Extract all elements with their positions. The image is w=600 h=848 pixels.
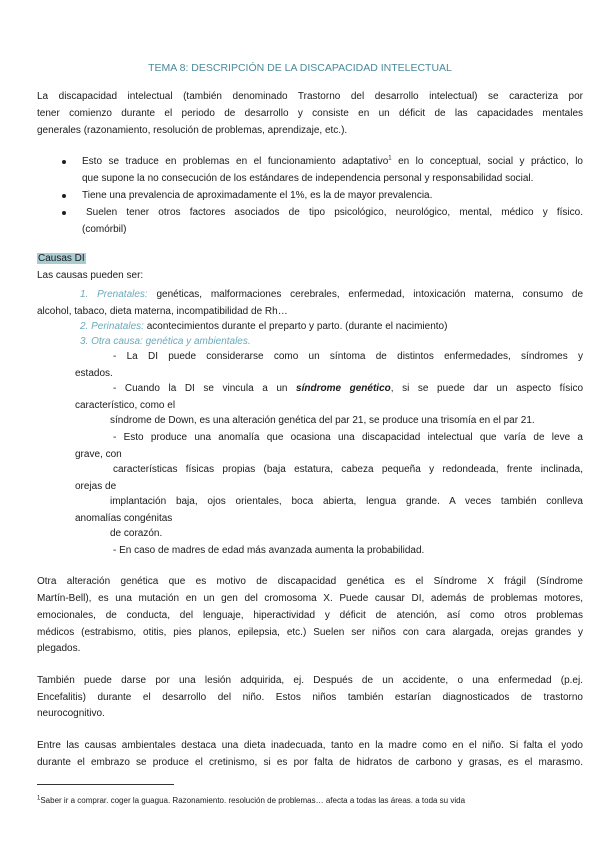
cause-label: 3. Otra causa: genética y ambientales. (80, 336, 251, 347)
bullet-icon (62, 160, 66, 164)
emphasis-text: síndrome genético (296, 383, 391, 394)
cause-cont: alcohol, tabaco, dieta materna, incompatibilidad de Rh… (37, 306, 288, 317)
cause-item (80, 320, 583, 334)
cause-text: genéticas, malformaciones cerebrales, enfermedad, intoxicación materna, consumo de (147, 289, 583, 300)
footnote-ref[interactable]: 1 (388, 155, 392, 162)
footnote (37, 794, 583, 808)
sub-line: característico, como el (75, 400, 176, 411)
sub-line: síndrome de Down, es una alteración genética del par 21, se produce una trisomía en el par 21. (110, 415, 535, 426)
cause-label: 1. Prenatales: (80, 289, 148, 300)
intro-line: generales (razonamiento, resolución de problemas, aprendizaje, etc.). (37, 125, 348, 136)
bullet-line: Suelen tener otros factores asociados de tipo psicológico, neurológico, mental, médico y físico. (86, 207, 583, 218)
para-line: Otra alteración genética que es motivo de discapacidad genética es el Síndrome X frágil (Síndrome (37, 576, 583, 587)
sub-line: orejas de (75, 481, 117, 492)
sub-line: grave, con (75, 449, 122, 460)
cause-item (80, 288, 583, 302)
cause-item (80, 335, 583, 349)
bullet-line (82, 155, 583, 169)
sub-text: - Cuando la DI se vincula a un (113, 383, 297, 394)
para-line: neurocognitivo. (37, 708, 105, 719)
sub-line: estados. (75, 368, 113, 379)
para-line: Entre las causas ambientales destaca una dieta inadecuada, tanto en la madre como en el niño. Si falta el yodo (37, 740, 583, 751)
bullet-line: (comórbil) (82, 224, 127, 235)
para-line: También puede darse por una lesión adquirida, ej. Después de un accidente, o una enfermedad (p.ej. (37, 675, 583, 686)
para-line: durante el embrazo se produce el cretinismo, si es por falta de hidratos de carbono y grasas, es el marasmo. (37, 757, 583, 768)
sub-line: implantación baja, ojos orientales, boca abierta, lengua grande. A veces también conlleva (110, 496, 583, 507)
causes-intro: Las causas pueden ser: (37, 270, 144, 281)
sub-line: - La DI puede considerarse como un síntoma de distintos enfermedades, síndromes y (113, 351, 583, 362)
footnote-separator (37, 784, 174, 785)
sub-line: - En caso de madres de edad más avanzada aumenta la probabilidad. (113, 545, 425, 556)
causes-heading: Causas DI (38, 253, 85, 264)
para-line: Encefalitis) durante el desarrollo del niño. Estos niños también estarían diagnosticados de trastorno (37, 692, 583, 703)
sub-line: - Esto produce una anomalía que ocasiona una discapacidad intelectual que varía de leve a (113, 432, 583, 443)
bullet-line: que supone la no consecución de los estándares de independencia personal y responsabilidad social. (82, 173, 534, 184)
para-line: emocionales, de conducta, del lenguaje, hiperactividad y déficit de atención, así como otros problemas (37, 610, 583, 621)
cause-label: 2. Perinatales: (80, 321, 144, 332)
footnote-mark: 1 (37, 795, 41, 802)
para-line: médicos (estrabismo, otitis, pies planos, epilepsia, etc.) Suelen ser niños con cara alargada, orejas grandes y (37, 627, 583, 638)
intro-line: tener comienzo durante el periodo de desarrollo y consiste en un déficit de las capacidades mentales (37, 108, 583, 119)
sub-text: , si se puede dar un aspecto físico (390, 383, 584, 394)
bullet-line: Tiene una prevalencia de aproximadamente el 1%, es la de mayor prevalencia. (82, 190, 433, 201)
cause-text: acontecimientos durante el preparto y parto. (durante el nacimiento) (143, 321, 448, 332)
bullet-icon (62, 211, 66, 215)
page-title: TEMA 8: DESCRIPCIÓN DE LA DISCAPACIDAD INTELECTUAL (148, 62, 452, 74)
sub-line: anomalías congénitas (75, 513, 173, 524)
intro-line: La discapacidad intelectual (también denominado Trastorno del desarrollo intelectual) se caracteriza por (37, 91, 583, 102)
bullet-text: en lo conceptual, social y práctico, lo (391, 156, 583, 167)
para-line: Martín-Bell), es una mutación en un gen del cromosoma X. Puede causar DI, además de problemas motores, (37, 593, 583, 604)
sub-line (113, 382, 583, 396)
sub-line: de corazón. (110, 528, 163, 539)
sub-line: características físicas propias (baja estatura, cabeza pequeña y redondeada, frente inclinada, (113, 464, 583, 475)
section-heading (37, 252, 583, 266)
para-line: plegados. (37, 643, 81, 654)
bullet-text: Esto se traduce en problemas en el funcionamiento adaptativo (82, 156, 389, 167)
footnote-text: Saber ir a comprar. coger la guagua. Razonamiento. resolución de problemas… afecta a todas las áreas. a toda su vida (40, 796, 466, 805)
bullet-icon (62, 194, 66, 198)
